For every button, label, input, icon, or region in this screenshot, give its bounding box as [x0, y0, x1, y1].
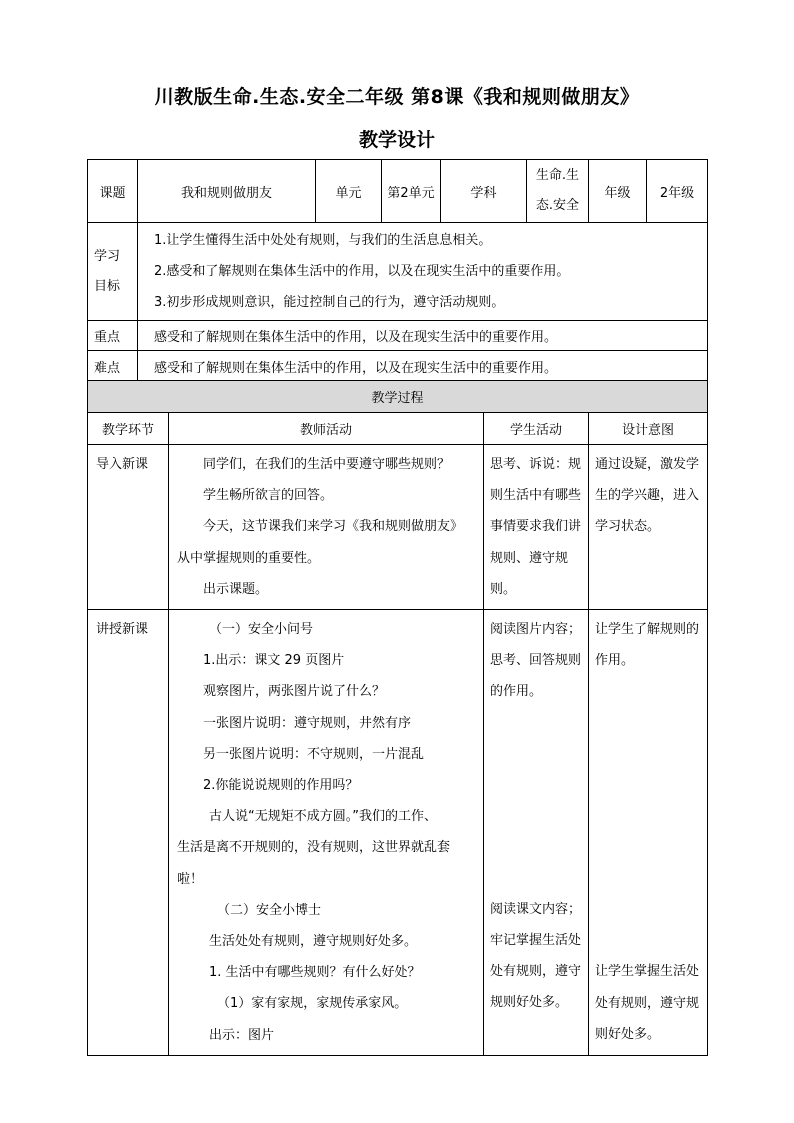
lecture-stage: 讲授新课	[88, 610, 169, 1056]
teacher-line: 一张图片说明：遵守规则，井然有序	[203, 715, 412, 731]
course-label: 课题	[88, 160, 138, 223]
design-intent-2: 让学生掌握生活处处有规则，遵守规则好处多。	[595, 964, 700, 1042]
key-point-label: 重点	[88, 321, 138, 351]
student-activity-2: 阅读课文内容；牢记掌握生活处处有规则，遵守规则好处多。	[490, 901, 582, 1011]
intro-student-activity: 思考、诉说：规则生活中有哪些事情要求我们讲规则、遵守规则。	[484, 445, 589, 610]
objective-item: 1.让学生懂得生活中处处有规则，与我们的生活息息相关。	[154, 233, 492, 248]
intro-design-intent: 通过设疑，激发学生的学兴趣，进入学习状态。	[589, 445, 708, 610]
process-header: 教学过程	[88, 381, 708, 413]
intro-stage: 导入新课	[88, 445, 169, 610]
column-header-teacher: 教师活动	[169, 413, 484, 445]
lecture-teacher-activity	[169, 610, 484, 1056]
column-header-stage: 教学环节	[88, 413, 169, 445]
objectives-cell	[138, 223, 708, 321]
teacher-line: 啦！	[177, 871, 204, 887]
objective-item: 3.初步形成规则意识，能过控制自己的行为，遵守活动规则。	[154, 295, 505, 310]
difficulty-label: 难点	[88, 351, 138, 382]
teacher-line: 古人说“无规矩不成方圆。”我们的工作、	[209, 809, 437, 825]
student-activity-1: 阅读图片内容；思考、回答规则的作用。	[490, 622, 582, 700]
doc-title: 川教版生命.生态.安全二年级 第8课《我和规则做朋友》	[154, 86, 640, 108]
objective-item: 2.感受和了解规则在集体生活中的作用，以及在现实生活中的重要作用。	[154, 264, 570, 279]
teacher-line: 生活处处有规则，遵守规则好处多。	[209, 934, 418, 950]
doc-subtitle: 教学设计	[358, 129, 435, 151]
column-header-student: 学生活动	[484, 413, 589, 445]
teacher-line: 同学们，在我们的生活中要遵守哪些规则？	[203, 457, 451, 472]
spacer	[595, 676, 701, 956]
grade-value: 2年级	[647, 160, 708, 223]
teacher-line: 2.你能说说规则的作用吗？	[203, 778, 359, 794]
lecture-student-activity	[484, 610, 589, 1056]
process-table	[87, 380, 708, 1056]
teacher-line: 出示：图片	[209, 1027, 275, 1043]
design-intent-1: 让学生了解规则的作用。	[595, 622, 700, 669]
info-table	[87, 159, 708, 382]
teacher-line: 1.出示：课文 29 页图片	[203, 653, 345, 669]
teacher-line: 学生畅所欲言的回答。	[203, 488, 334, 504]
teacher-line: 今天，这节课我们来学习《我和规则做朋友》	[203, 519, 464, 535]
teacher-line: （1）家有家规，家规传承家风。	[217, 996, 408, 1012]
difficulty-text: 感受和了解规则在集体生活中的作用，以及在现实生活中的重要作用。	[138, 351, 708, 382]
teacher-line: （一）安全小问号	[209, 622, 314, 638]
teacher-line: 另一张图片说明：不守规则，一片混乱	[203, 746, 425, 762]
teacher-line: 出示课题。	[203, 581, 269, 597]
teacher-line: 生活是离不开规则的，没有规则，这世界就乱套	[177, 840, 451, 856]
teacher-line: 从中掌握规则的重要性。	[177, 550, 321, 566]
unit-label: 单元	[316, 160, 382, 223]
column-header-intent: 设计意图	[589, 413, 708, 445]
course-value: 我和规则做朋友	[138, 160, 316, 223]
grade-label: 年级	[589, 160, 647, 223]
lecture-design-intent	[589, 610, 708, 1056]
subject-label: 学科	[441, 160, 527, 223]
intro-teacher-activity	[169, 445, 484, 610]
teacher-line: 观察图片，两张图片说了什么？	[203, 684, 386, 700]
key-point-text: 感受和了解规则在集体生活中的作用，以及在现实生活中的重要作用。	[138, 321, 708, 351]
spacer	[490, 708, 582, 894]
unit-value: 第2单元	[382, 160, 441, 223]
teacher-line: 1. 生活中有哪些规则？有什么好处？	[209, 965, 421, 981]
teacher-line: （二）安全小博士	[217, 902, 322, 918]
objectives-label: 学习目标	[88, 223, 138, 321]
subject-value: 生命.生态.安全	[527, 160, 589, 223]
